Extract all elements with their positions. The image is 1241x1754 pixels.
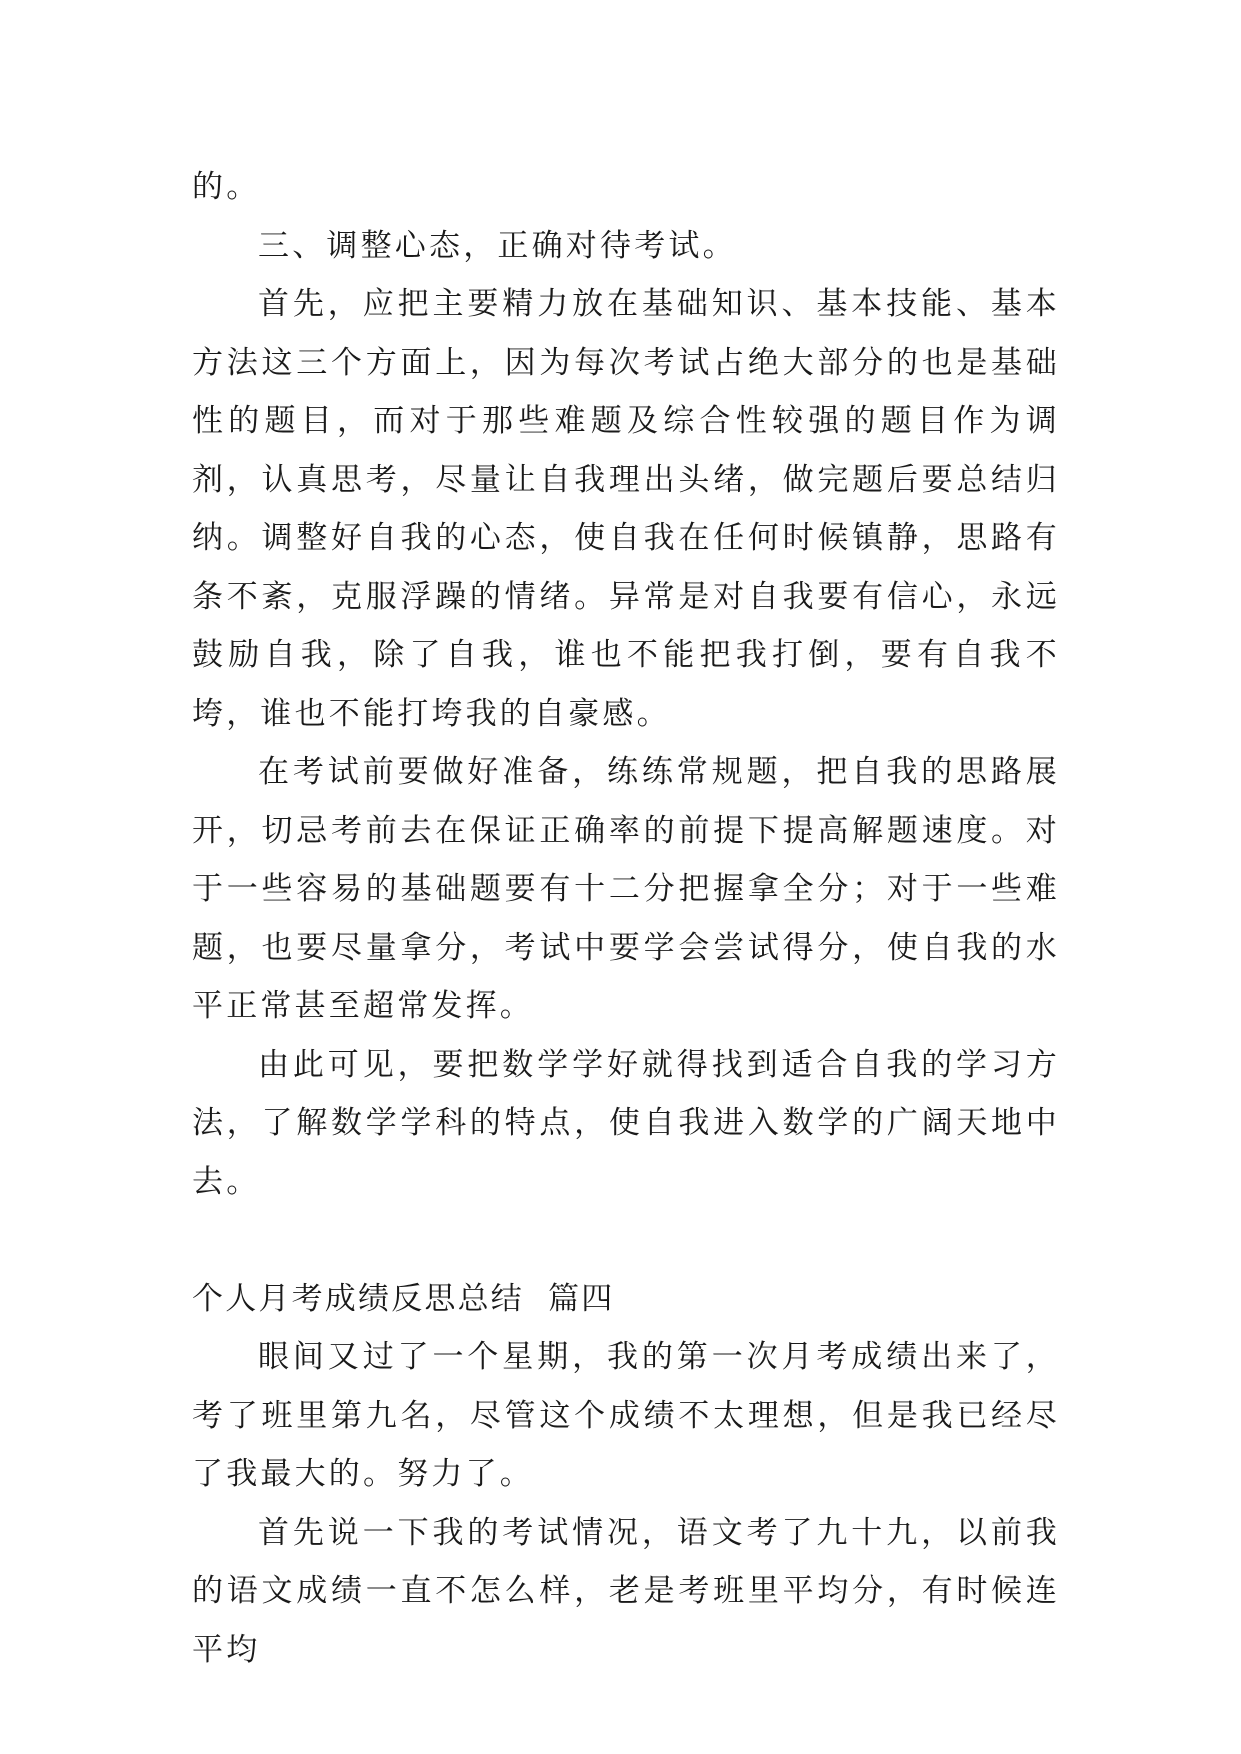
- paragraph-fragment: 的。: [192, 169, 261, 205]
- paragraph: 首先说一下我的考试情况，语文考了九十九，以前我的语文成绩一直不怎么样，老是考班里平均分，有时候连平均: [192, 1514, 1060, 1668]
- spacer: [192, 1211, 1060, 1270]
- article-heading: 个人月考成绩反思总结 篇四: [192, 1280, 615, 1317]
- document-body: [192, 158, 1060, 1679]
- paragraph: 在考试前要做好准备，练练常规题，把自我的思路展开，切忌考前去在保证正确率的前提下提高解题速度。对于一些容易的基础题要有十二分把握拿全分；对于一些难题，也要尽量拿分，考试中要学会尝试得分，使自我的水平正常甚至超常发挥。: [192, 754, 1060, 1024]
- section-heading: 三、调整心态，正确对待考试。: [258, 227, 737, 264]
- paragraph: 眼间又过了一个星期，我的第一次月考成绩出来了，考了班里第九名，尽管这个成绩不太理想，但是我已经尽了我最大的。努力了。: [192, 1339, 1060, 1492]
- paragraph: 首先，应把主要精力放在基础知识、基本技能、基本方法这三个方面上，因为每次考试占绝大部分的也是基础性的题目，而对于那些难题及综合性较强的题目作为调剂，认真思考，尽量让自我理出头绪，做完题后要总结归纳。调整好自我的心态，使自我在任何时候镇静，思路有条不紊，克服浮躁的情绪。异常是对自我要有信心，永远鼓励自我，除了自我，谁也不能把我打倒，要有自我不垮，谁也不能打垮我的自豪感。: [192, 286, 1060, 732]
- paragraph: 由此可见，要把数学学好就得找到适合自我的学习方法，了解数学学科的特点，使自我进入数学的广阔天地中去。: [192, 1046, 1060, 1200]
